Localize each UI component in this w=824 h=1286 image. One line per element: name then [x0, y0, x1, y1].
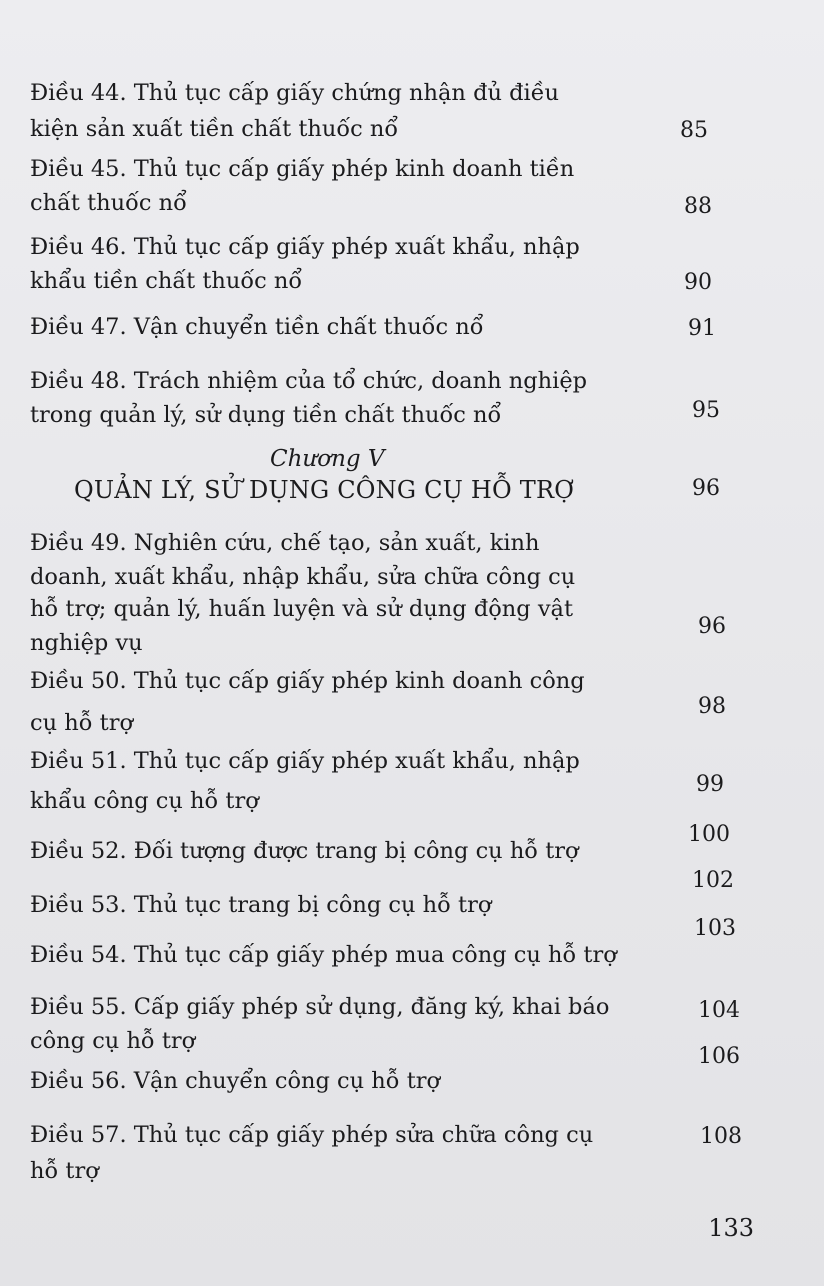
toc-entry-line: công cụ hỗ trợ: [30, 1028, 196, 1054]
toc-page-ref: 90: [684, 270, 712, 295]
toc-entry-line: Điều 53. Thủ tục trang bị công cụ hỗ trợ: [30, 892, 492, 918]
toc-entry-line: hỗ trợ: [30, 1158, 99, 1184]
toc-entry-line: Điều 50. Thủ tục cấp giấy phép kinh doanh công: [30, 668, 585, 694]
toc-page-ref: 106: [698, 1044, 740, 1069]
toc-entry-line: cụ hỗ trợ: [30, 710, 133, 736]
toc-page-ref: 104: [698, 998, 740, 1023]
toc-page-ref: 96: [698, 614, 726, 639]
toc-entry-line: Điều 45. Thủ tục cấp giấy phép kinh doanh tiền: [30, 156, 575, 182]
toc-page-ref: 88: [684, 194, 712, 219]
toc-entry-line: khẩu công cụ hỗ trợ: [30, 788, 259, 814]
toc-entry-line: Điều 56. Vận chuyển công cụ hỗ trợ: [30, 1068, 441, 1094]
toc-entry-line: Điều 47. Vận chuyển tiền chất thuốc nổ: [30, 314, 484, 340]
toc-entry-line: Điều 57. Thủ tục cấp giấy phép sửa chữa công cụ: [30, 1122, 594, 1148]
toc-entry-line: Điều 54. Thủ tục cấp giấy phép mua công cụ hỗ trợ: [30, 942, 617, 968]
toc-entry-line: chất thuốc nổ: [30, 190, 187, 216]
toc-page-ref: 95: [692, 398, 720, 423]
toc-entry-line: Điều 46. Thủ tục cấp giấy phép xuất khẩu, nhập: [30, 234, 580, 260]
chapter-label: Chương V: [270, 446, 385, 472]
chapter-title: QUẢN LÝ, SỬ DỤNG CÔNG CỤ HỖ TRỢ: [74, 476, 575, 504]
toc-entry-line: trong quản lý, sử dụng tiền chất thuốc nổ: [30, 402, 502, 428]
toc-entry-line: Điều 51. Thủ tục cấp giấy phép xuất khẩu, nhập: [30, 748, 580, 774]
toc-page-ref: 85: [680, 118, 708, 143]
toc-entry-line: nghiệp vụ: [30, 630, 143, 656]
toc-page-ref: 100: [688, 822, 730, 847]
toc-entry-line: hỗ trợ; quản lý, huấn luyện và sử dụng động vật: [30, 596, 573, 622]
toc-entry-line: Điều 44. Thủ tục cấp giấy chứng nhận đủ điều: [30, 80, 560, 106]
toc-page-ref: 91: [688, 316, 716, 341]
toc-entry-line: kiện sản xuất tiền chất thuốc nổ: [30, 116, 399, 142]
toc-page-ref: 102: [692, 868, 734, 893]
toc-page-ref: 108: [700, 1124, 742, 1149]
toc-page-ref: 103: [694, 916, 736, 941]
chapter-title-row: [74, 476, 574, 504]
toc-page-ref: 96: [692, 476, 720, 501]
page-number: 133: [708, 1214, 754, 1242]
toc-entry-line: Điều 49. Nghiên cứu, chế tạo, sản xuất, kinh: [30, 530, 540, 556]
toc-entry-line: Điều 55. Cấp giấy phép sử dụng, đăng ký, khai báo: [30, 994, 610, 1020]
toc-entry-line: khẩu tiền chất thuốc nổ: [30, 268, 303, 294]
toc-entry-line: doanh, xuất khẩu, nhập khẩu, sửa chữa công cụ: [30, 564, 576, 590]
toc-entry-line: Điều 52. Đối tượng được trang bị công cụ hỗ trợ: [30, 838, 579, 864]
toc-entry-line: Điều 48. Trách nhiệm của tổ chức, doanh nghiệp: [30, 368, 588, 394]
toc-page-ref: 98: [698, 694, 726, 719]
toc-page-ref: 99: [696, 772, 724, 797]
